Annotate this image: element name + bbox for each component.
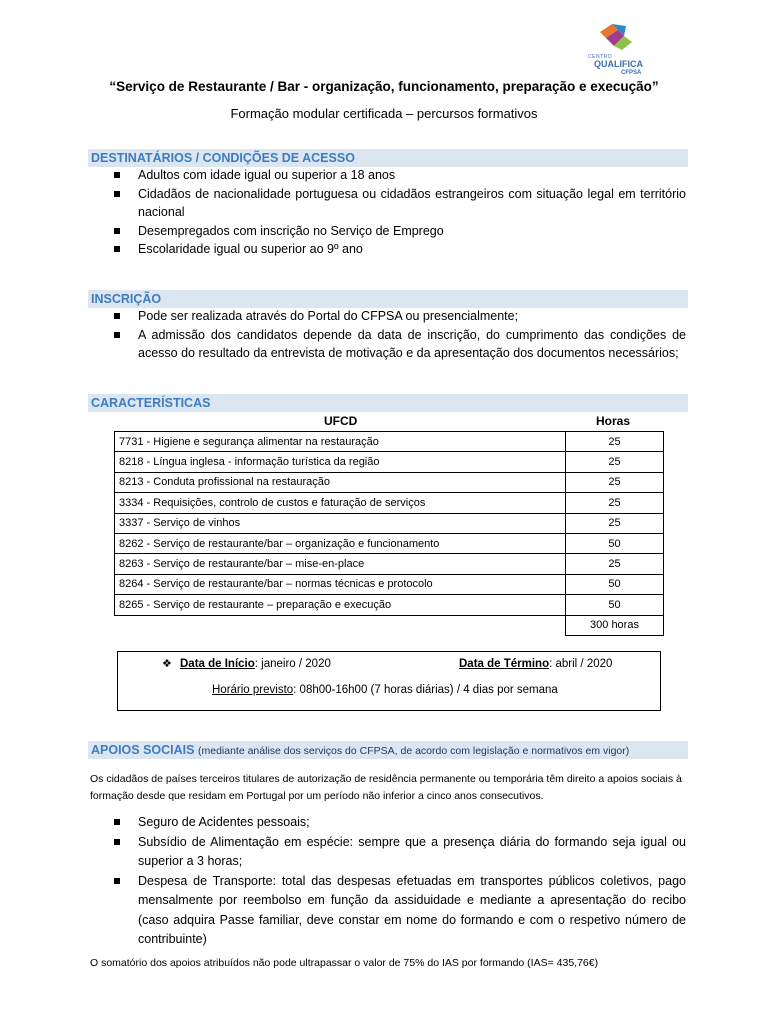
- bullet-square-icon: [114, 228, 120, 234]
- total-hours-cell: 300 horas: [566, 615, 664, 635]
- list-item: Pode ser realizada através do Portal do CFPSA ou presencialmente;: [112, 307, 686, 326]
- ufcd-hours-cell: 25: [566, 513, 664, 533]
- ufcd-hours-cell: 25: [566, 493, 664, 513]
- bullet-square-icon: [114, 191, 120, 197]
- table-row: [115, 513, 664, 533]
- bullet-square-icon: [114, 839, 120, 845]
- ufcd-name-cell: 8218 - Língua inglesa - informação turística da região: [115, 452, 566, 472]
- logo-text-cfpsa: CFPSA: [621, 70, 642, 76]
- section-heading-apoios: [88, 741, 688, 759]
- table-row: [115, 595, 664, 615]
- end-date-value: : abril / 2020: [549, 658, 613, 670]
- ufcd-table: [114, 431, 664, 636]
- bullet-square-icon: [114, 172, 120, 178]
- list-item: Seguro de Acidentes pessoais;: [112, 813, 686, 833]
- centro-qualifica-logo: [588, 20, 646, 78]
- schedule-value: : 08h00-16h00 (7 horas diárias) / 4 dias por semana: [293, 684, 558, 696]
- ufcd-hours-cell: 50: [566, 595, 664, 615]
- bullet-square-icon: [114, 246, 120, 252]
- bullet-square-icon: [114, 313, 120, 319]
- ufcd-hours-cell: 50: [566, 533, 664, 553]
- start-date-value: : janeiro / 2020: [254, 658, 331, 670]
- table-row: [115, 533, 664, 553]
- ufcd-hours-cell: 25: [566, 452, 664, 472]
- section-heading-inscricao: INSCRIÇÃO: [88, 290, 688, 308]
- ufcd-name-cell: 8213 - Conduta profissional na restauração: [115, 472, 566, 492]
- apoios-footer-note: O somatório dos apoios atribuídos não pode ultrapassar o valor de 75% do IAS por formando (IAS= 435,76€): [90, 957, 599, 969]
- apoios-list: [112, 813, 686, 950]
- end-date-label: Data de Término: [459, 658, 550, 670]
- empty-cell: [115, 615, 566, 635]
- logo-mark-icon: [592, 20, 636, 54]
- apoios-intro: Os cidadãos de países terceiros titulares de autorização de residência permanente ou temporária têm direito a apoios sociais à formação desde que residam em Portugal por um período não inferior a cinco anos consecutivos.: [90, 773, 682, 802]
- column-header-horas: Horas: [596, 414, 631, 428]
- table-row: [115, 493, 664, 513]
- bullet-square-icon: [114, 878, 120, 884]
- end-date: [459, 658, 612, 670]
- list-item: Escolaridade igual ou superior ao 9º ano: [112, 240, 686, 259]
- apoios-note: (mediante análise dos serviços do CFPSA, de acordo com legislação e normativos em vigor): [197, 745, 630, 757]
- list-item: Subsídio de Alimentação em espécie: sempre que a presença diária do formando seja igual ou superior a 3 horas;: [112, 833, 686, 872]
- document-subtitle: Formação modular certificada – percursos formativos: [230, 106, 538, 121]
- table-row: [115, 472, 664, 492]
- ufcd-name-cell: 7731 - Higiene e segurança alimentar na restauração: [115, 432, 566, 452]
- list-item: Cidadãos de nacionalidade portuguesa ou cidadãos estrangeiros com situação legal em território nacional: [112, 185, 686, 222]
- section-heading-caracteristicas: CARACTERÍSTICAS: [88, 394, 688, 412]
- ufcd-hours-cell: 25: [566, 472, 664, 492]
- schedule-box: [117, 651, 661, 711]
- bullet-square-icon: [114, 819, 120, 825]
- ufcd-hours-cell: 50: [566, 574, 664, 594]
- list-item: A admissão dos candidatos depende da data de inscrição, do cumprimento das condições de acesso do resultado da entrevista de motivação e da apresentação dos documentos necessários;: [112, 326, 686, 363]
- ufcd-name-cell: 8262 - Serviço de restaurante/bar – organização e funcionamento: [115, 533, 566, 553]
- logo-text-centro: CENTRO: [588, 54, 613, 60]
- schedule-hours: [212, 684, 558, 696]
- document-title: “Serviço de Restaurante / Bar - organização, funcionamento, preparação e execução”: [109, 79, 659, 94]
- start-date-label: Data de Início: [180, 658, 255, 670]
- table-row: [115, 452, 664, 472]
- section-heading-destinatarios: DESTINATÁRIOS / CONDIÇÕES DE ACESSO: [88, 149, 688, 167]
- schedule-label: Horário previsto: [212, 684, 294, 696]
- inscricao-list: [112, 307, 686, 363]
- ufcd-name-cell: 3334 - Requisições, controlo de custos e faturação de serviços: [115, 493, 566, 513]
- destinatarios-list: [112, 166, 686, 259]
- logo-text-qualifica: QUALIFICA: [594, 59, 643, 69]
- list-item: Adultos com idade igual ou superior a 18 anos: [112, 166, 686, 185]
- diamond-bullet-icon: ❖: [162, 658, 172, 670]
- apoios-heading-text: APOIOS SOCIAIS: [91, 743, 195, 757]
- list-item: Desempregados com inscrição no Serviço de Emprego: [112, 222, 686, 241]
- ufcd-name-cell: 8263 - Serviço de restaurante/bar – mise-en-place: [115, 554, 566, 574]
- ufcd-name-cell: 8264 - Serviço de restaurante/bar – normas técnicas e protocolo: [115, 574, 566, 594]
- table-row: [115, 432, 664, 452]
- ufcd-hours-cell: 25: [566, 432, 664, 452]
- table-total-row: [115, 615, 664, 635]
- ufcd-hours-cell: 25: [566, 554, 664, 574]
- ufcd-name-cell: 3337 - Serviço de vinhos: [115, 513, 566, 533]
- table-row: [115, 574, 664, 594]
- bullet-square-icon: [114, 332, 120, 338]
- start-date: [180, 658, 331, 670]
- list-item: Despesa de Transporte: total das despesas efetuadas em transportes públicos coletivos, pago mensalmente por reembolso em função da assiduidade e mediante a apresentação do recibo (caso adquira Passe familiar, deve constar em nome do formando e com o respetivo número de contribuinte): [112, 872, 686, 950]
- ufcd-name-cell: 8265 - Serviço de restaurante – preparação e execução: [115, 595, 566, 615]
- table-row: [115, 554, 664, 574]
- column-header-ufcd: UFCD: [324, 414, 358, 428]
